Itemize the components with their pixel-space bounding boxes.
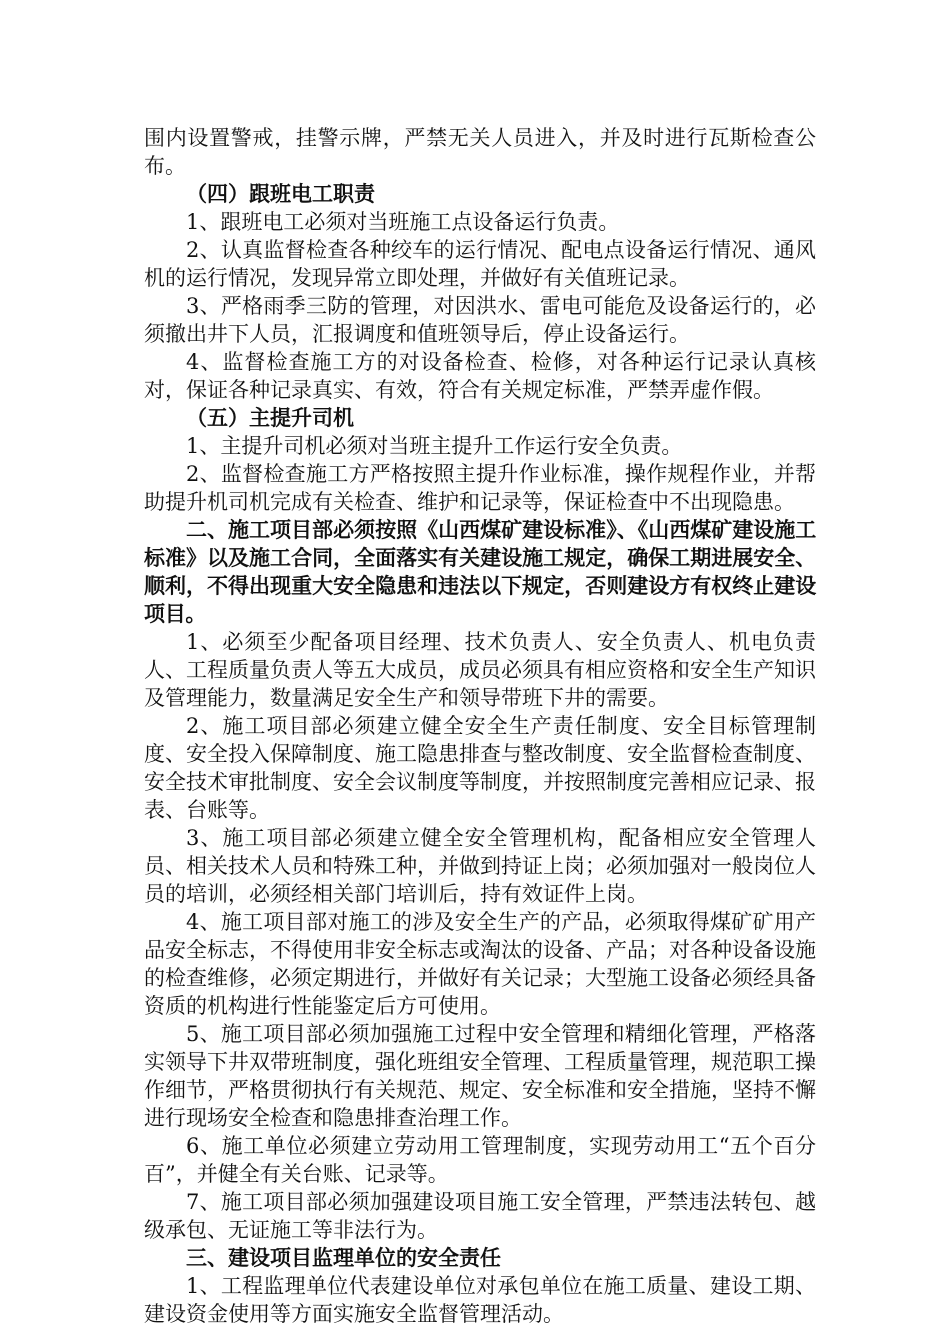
paragraph: 3、施工项目部必须建立健全安全管理机构，配备相应安全管理人员、相关技术人员和特殊工种，并做到持证上岗；必须加强对一般岗位人员的培训，必须经相关部门培训后，持有效证件上岗。	[144, 826, 816, 906]
paragraph: 7、施工项目部必须加强建设项目施工安全管理，严禁违法转包、越级承包、无证施工等非法行为。	[144, 1190, 816, 1242]
paragraph: 2、监督检查施工方严格按照主提升作业标准，操作规程作业，并帮助提升机司机完成有关检查、维护和记录等，保证检查中不出现隐患。	[144, 462, 816, 514]
paragraph-continuation: 围内设置警戒，挂警示牌，严禁无关人员进入，并及时进行瓦斯检查公布。	[144, 126, 816, 178]
section-heading-supervision: 三、建设项目监理单位的安全责任	[186, 1245, 501, 1270]
paragraph: 1、跟班电工必须对当班施工点设备运行负责。	[186, 210, 620, 234]
subsection-heading-hoist-driver: （五）主提升司机	[186, 405, 354, 430]
paragraph: 1、必须至少配备项目经理、技术负责人、安全负责人、机电负责人、工程质量负责人等五大成员，成员必须具有相应资格和安全生产知识及管理能力，数量满足安全生产和领导带班下井的需要。	[144, 630, 816, 710]
paragraph: 3、严格雨季三防的管理，对因洪水、雷电可能危及设备运行的，必须撤出井下人员，汇报调度和值班领导后，停止设备运行。	[144, 294, 816, 346]
paragraph: 5、施工项目部必须加强施工过程中安全管理和精细化管理，严格落实领导下井双带班制度，强化班组安全管理、工程质量管理，规范职工操作细节，严格贯彻执行有关规范、规定、安全标准和安全措施，坚持不懈进行现场安全检查和隐患排查治理工作。	[144, 1022, 816, 1130]
paragraph: 6、施工单位必须建立劳动用工管理制度，实现劳动用工“五个百分百”，并健全有关台账、记录等。	[144, 1134, 816, 1186]
paragraph: 4、监督检查施工方的对设备检查、检修，对各种运行记录认真核对，保证各种记录真实、有效，符合有关规定标准，严禁弄虚作假。	[144, 350, 816, 402]
paragraph: 2、认真监督检查各种绞车的运行情况、配电点设备运行情况、通风机的运行情况，发现异常立即处理，并做好有关值班记录。	[144, 238, 816, 290]
subsection-heading-electrician: （四）跟班电工职责	[186, 181, 375, 206]
section-heading-construction-dept: 二、施工项目部必须按照《山西煤矿建设标准》、《山西煤矿建设施工标准》以及施工合同，全面落实有关建设施工规定，确保工期进展安全、顺利，不得出现重大安全隐患和违法以下规定，否则建设方有权终止建设项目。	[144, 517, 816, 626]
document-page	[144, 124, 816, 1328]
paragraph: 2、施工项目部必须建立健全安全生产责任制度、安全目标管理制度、安全投入保障制度、施工隐患排查与整改制度、安全监督检查制度、安全技术审批制度、安全会议制度等制度，并按照制度完善相应记录、报表、台账等。	[144, 714, 816, 822]
paragraph: 1、主提升司机必须对当班主提升工作运行安全负责。	[186, 434, 683, 458]
paragraph: 1、工程监理单位代表建设单位对承包单位在施工质量、建设工期、建设资金使用等方面实施安全监督管理活动。	[144, 1274, 816, 1326]
paragraph: 4、施工项目部对施工的涉及安全生产的产品，必须取得煤矿矿用产品安全标志，不得使用非安全标志或淘汰的设备、产品；对各种设备设施的检查维修，必须定期进行，并做好有关记录；大型施工设备必须经具备资质的机构进行性能鉴定后方可使用。	[144, 910, 816, 1018]
